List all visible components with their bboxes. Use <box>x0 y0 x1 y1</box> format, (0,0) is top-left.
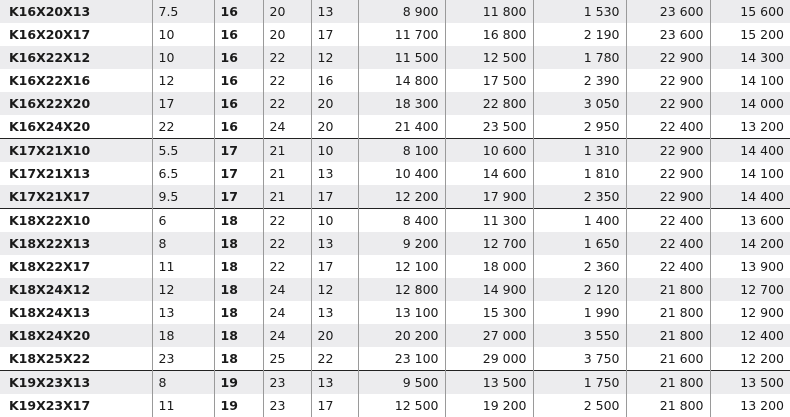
table-cell: 10 <box>311 139 358 163</box>
table-cell: 11 <box>152 394 214 417</box>
table-cell: 27 000 <box>445 324 533 347</box>
table-row <box>0 209 790 233</box>
table-row <box>0 394 790 417</box>
table-cell: 17 <box>214 162 263 185</box>
table-cell: 24 <box>263 115 311 139</box>
table-cell: 22 800 <box>445 92 533 115</box>
table-cell: 21 <box>263 162 311 185</box>
table-cell: 14 000 <box>710 92 790 115</box>
table-cell: 1 750 <box>533 371 626 395</box>
table-cell: 12 700 <box>710 278 790 301</box>
table-row <box>0 92 790 115</box>
table-cell: 16 <box>311 69 358 92</box>
designation-cell: K17X21X10 <box>0 139 152 163</box>
table-cell: 12 <box>152 278 214 301</box>
table-cell: 16 800 <box>445 23 533 46</box>
table-cell: 13 <box>311 162 358 185</box>
table-cell: 10 <box>311 209 358 233</box>
table-cell: 22 400 <box>626 115 710 139</box>
table-cell: 13 <box>311 301 358 324</box>
table-cell: 24 <box>263 301 311 324</box>
table-cell: 11 700 <box>358 23 445 46</box>
table-cell: 22 <box>263 209 311 233</box>
table-cell: 12 <box>311 278 358 301</box>
table-cell: 13 500 <box>445 371 533 395</box>
table-cell: 21 <box>263 185 311 209</box>
table-cell: 21 400 <box>358 115 445 139</box>
table-cell: 23 600 <box>626 0 710 23</box>
table-cell: 22 <box>311 347 358 371</box>
table-cell: 22 400 <box>626 232 710 255</box>
table-cell: 22 900 <box>626 46 710 69</box>
table-cell: 8 100 <box>358 139 445 163</box>
table-cell: 10 <box>152 23 214 46</box>
table-cell: 1 990 <box>533 301 626 324</box>
table-cell: 16 <box>214 92 263 115</box>
table-cell: 12 200 <box>710 347 790 371</box>
table-cell: 18 <box>214 255 263 278</box>
table-cell: 18 <box>214 232 263 255</box>
table-row <box>0 115 790 139</box>
table-cell: 12 100 <box>358 255 445 278</box>
table-cell: 2 120 <box>533 278 626 301</box>
table-cell: 8 400 <box>358 209 445 233</box>
table-cell: 12 700 <box>445 232 533 255</box>
table-row <box>0 278 790 301</box>
designation-cell: K16X22X16 <box>9 73 91 88</box>
table-cell: 1 400 <box>533 209 626 233</box>
designation-cell: K18X24X13 <box>9 305 91 320</box>
table-cell: 15 600 <box>710 0 790 23</box>
table-cell: 9 200 <box>358 232 445 255</box>
designation-cell: K19X23X17 <box>9 398 91 413</box>
table-cell: 21 800 <box>626 394 710 417</box>
table-cell: 13 200 <box>710 394 790 417</box>
table-cell: 5.5 <box>152 139 214 163</box>
table-row <box>0 185 790 209</box>
table-cell: 9 500 <box>358 371 445 395</box>
designation-cell: K18X24X12 <box>0 278 152 301</box>
table-cell: 2 390 <box>533 69 626 92</box>
table-cell: 13 500 <box>710 371 790 395</box>
table-cell: 14 400 <box>710 139 790 163</box>
table-cell: 2 350 <box>533 185 626 209</box>
table-cell: 20 <box>311 324 358 347</box>
table-row <box>0 324 790 347</box>
table-cell: 18 <box>214 347 263 371</box>
table-cell: 23 <box>263 394 311 417</box>
table-cell: 17 <box>311 23 358 46</box>
table-cell: 10 600 <box>445 139 533 163</box>
table-cell: 17 <box>214 185 263 209</box>
table-cell: 20 <box>311 115 358 139</box>
designation-cell: K18X22X13 <box>0 232 152 255</box>
table-cell: 22 900 <box>626 92 710 115</box>
table-cell: 9.5 <box>152 185 214 209</box>
table-cell: 14 100 <box>710 162 790 185</box>
table-cell: 23 <box>152 347 214 371</box>
table-cell: 23 <box>263 371 311 395</box>
table-cell: 13 200 <box>710 115 790 139</box>
table-cell: 18 <box>214 209 263 233</box>
table-cell: 16 <box>214 69 263 92</box>
table-cell: 20 <box>263 0 311 23</box>
table-cell: 12 200 <box>358 185 445 209</box>
table-cell: 2 190 <box>533 23 626 46</box>
table-cell: 12 <box>311 46 358 69</box>
table-cell: 15 300 <box>445 301 533 324</box>
table-cell: 21 600 <box>626 347 710 371</box>
table-row <box>0 162 790 185</box>
table-cell: 2 950 <box>533 115 626 139</box>
table-cell: 12 500 <box>445 46 533 69</box>
designation-cell: K19X23X13 <box>0 371 152 395</box>
table-cell: 22 <box>263 232 311 255</box>
table-cell: 14 300 <box>710 46 790 69</box>
table-cell: 12 800 <box>358 278 445 301</box>
table-cell: 12 400 <box>710 324 790 347</box>
table-cell: 24 <box>263 324 311 347</box>
table-cell: 18 300 <box>358 92 445 115</box>
table-cell: 22 900 <box>626 139 710 163</box>
table-cell: 1 650 <box>533 232 626 255</box>
table-cell: 1 530 <box>533 0 626 23</box>
designation-cell: K18X22X10 <box>0 209 152 233</box>
table-row <box>0 232 790 255</box>
table-row <box>0 301 790 324</box>
table-cell: 11 800 <box>445 0 533 23</box>
table-cell: 17 <box>214 139 263 163</box>
table-cell: 3 050 <box>533 92 626 115</box>
table-cell: 22 <box>263 46 311 69</box>
table-cell: 12 <box>152 69 214 92</box>
designation-cell: K18X25X22 <box>9 351 91 366</box>
table-cell: 18 <box>152 324 214 347</box>
table-cell: 6 <box>152 209 214 233</box>
table-cell: 22 <box>263 255 311 278</box>
table-cell: 22 900 <box>626 185 710 209</box>
table-cell: 17 <box>311 394 358 417</box>
table-cell: 24 <box>263 278 311 301</box>
table-cell: 21 800 <box>626 278 710 301</box>
table-cell: 19 <box>214 371 263 395</box>
table-cell: 3 550 <box>533 324 626 347</box>
designation-cell: K18X24X20 <box>0 324 152 347</box>
table-cell: 6.5 <box>152 162 214 185</box>
table-cell: 14 800 <box>358 69 445 92</box>
table-cell: 13 <box>311 232 358 255</box>
table-cell: 8 <box>152 371 214 395</box>
table-cell: 10 <box>152 46 214 69</box>
designation-cell: K18X22X17 <box>9 259 91 274</box>
table-row <box>0 46 790 69</box>
table-cell: 12 500 <box>358 394 445 417</box>
table-cell: 14 100 <box>710 69 790 92</box>
table-cell: 11 <box>152 255 214 278</box>
table-cell: 13 100 <box>358 301 445 324</box>
table-cell: 13 <box>152 301 214 324</box>
designation-cell: K16X22X20 <box>0 92 152 115</box>
table-cell: 16 <box>214 115 263 139</box>
table-cell: 11 300 <box>445 209 533 233</box>
table-cell: 1 810 <box>533 162 626 185</box>
designation-cell: K16X22X12 <box>0 46 152 69</box>
table-cell: 14 400 <box>710 185 790 209</box>
table-cell: 22 400 <box>626 255 710 278</box>
table-cell: 21 800 <box>626 301 710 324</box>
table-cell: 14 200 <box>710 232 790 255</box>
table-cell: 22 <box>152 115 214 139</box>
table-cell: 17 <box>311 185 358 209</box>
table-cell: 21 800 <box>626 324 710 347</box>
designation-cell: K16X20X13 <box>0 0 152 23</box>
table-cell: 17 900 <box>445 185 533 209</box>
table-cell: 25 <box>263 347 311 371</box>
table-cell: 21 <box>263 139 311 163</box>
table-cell: 18 000 <box>445 255 533 278</box>
table-cell: 12 900 <box>710 301 790 324</box>
table-row <box>0 0 790 23</box>
table-cell: 2 360 <box>533 255 626 278</box>
table-cell: 22 <box>263 69 311 92</box>
table-cell: 22 400 <box>626 209 710 233</box>
table-cell: 20 200 <box>358 324 445 347</box>
table-cell: 16 <box>214 46 263 69</box>
table-cell: 3 750 <box>533 347 626 371</box>
table-cell: 13 <box>311 371 358 395</box>
table-cell: 18 <box>214 301 263 324</box>
table-cell: 19 200 <box>445 394 533 417</box>
table-cell: 21 800 <box>626 371 710 395</box>
table-cell: 18 <box>214 278 263 301</box>
table-cell: 29 000 <box>445 347 533 371</box>
table-cell: 23 600 <box>626 23 710 46</box>
table-cell: 2 500 <box>533 394 626 417</box>
table-cell: 17 <box>152 92 214 115</box>
table-cell: 17 <box>311 255 358 278</box>
designation-cell: K16X24X20 <box>9 119 91 134</box>
designation-cell: K16X20X17 <box>9 27 91 42</box>
table-cell: 22 900 <box>626 162 710 185</box>
table-row <box>0 255 790 278</box>
table-cell: 7.5 <box>152 0 214 23</box>
table-cell: 17 500 <box>445 69 533 92</box>
table-cell: 13 600 <box>710 209 790 233</box>
table-cell: 23 500 <box>445 115 533 139</box>
table-cell: 23 100 <box>358 347 445 371</box>
table-cell: 22 <box>263 92 311 115</box>
table-row <box>0 371 790 395</box>
table-row <box>0 347 790 371</box>
table-cell: 14 600 <box>445 162 533 185</box>
designation-cell: K17X21X13 <box>9 166 91 181</box>
designation-cell: K17X21X17 <box>0 185 152 209</box>
table-row <box>0 23 790 46</box>
table-row <box>0 69 790 92</box>
table-cell: 16 <box>214 23 263 46</box>
table-row <box>0 139 790 163</box>
table-cell: 10 400 <box>358 162 445 185</box>
table-cell: 20 <box>311 92 358 115</box>
table-cell: 11 500 <box>358 46 445 69</box>
table-cell: 1 780 <box>533 46 626 69</box>
table-cell: 18 <box>214 324 263 347</box>
table-cell: 1 310 <box>533 139 626 163</box>
table-cell: 15 200 <box>710 23 790 46</box>
table-cell: 13 900 <box>710 255 790 278</box>
table-cell: 22 900 <box>626 69 710 92</box>
table-cell: 8 900 <box>358 0 445 23</box>
table-cell: 19 <box>214 394 263 417</box>
table-cell: 13 <box>311 0 358 23</box>
table-cell: 16 <box>214 0 263 23</box>
table-cell: 14 900 <box>445 278 533 301</box>
table-cell: 20 <box>263 23 311 46</box>
table-cell: 8 <box>152 232 214 255</box>
